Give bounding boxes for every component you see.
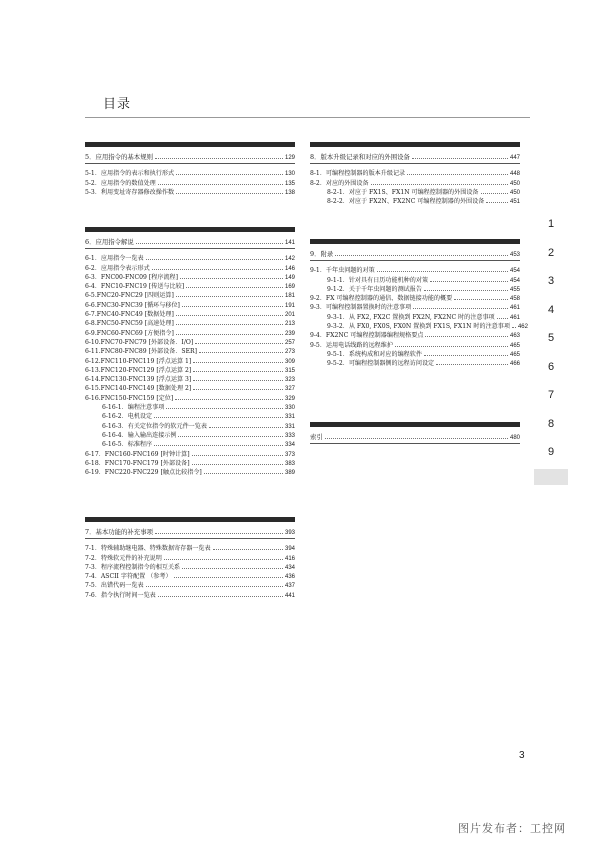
- toc-entry[interactable]: [310, 293, 520, 302]
- toc-entry-label: 6-16-2．电机设定: [102, 413, 153, 421]
- toc-entry[interactable]: [85, 448, 295, 457]
- toc-entry-page: 394: [284, 546, 295, 553]
- leader-dots: [209, 427, 283, 428]
- leader-dots: [155, 158, 283, 159]
- toc-entry-page: 138: [284, 189, 295, 196]
- leader-dots: [166, 408, 283, 409]
- toc-entry-page: 454: [509, 268, 520, 275]
- toc-entry-page: 142: [284, 256, 295, 263]
- toc-entry-label: 7-6．指令执行时间一览表: [85, 591, 156, 599]
- toc-entry-label: 9-1-1．针对具有日历功能机种的对策: [327, 276, 429, 284]
- toc-entry-page: 450: [509, 180, 520, 187]
- leader-dots: [199, 352, 283, 353]
- toc-entry[interactable]: [85, 346, 295, 355]
- toc-entry-page: 327: [284, 386, 295, 393]
- chapter-tab-5[interactable]: 5: [534, 326, 568, 350]
- toc-entry-page: 331: [284, 414, 295, 421]
- leader-dots: [486, 202, 508, 203]
- toc-entry-page: 465: [509, 351, 520, 358]
- leader-dots: [176, 296, 283, 297]
- toc-entry-label: 6-10.FNC70-FNC79 [外部设备．I/O]: [85, 338, 194, 346]
- toc-section: [85, 227, 295, 476]
- toc-entry-page: 383: [284, 460, 295, 467]
- page-number: 3: [519, 750, 525, 761]
- toc-entry-page: 373: [284, 451, 295, 458]
- toc-entry[interactable]: [85, 571, 295, 580]
- toc-entry[interactable]: [85, 552, 295, 561]
- leader-dots: [395, 346, 508, 347]
- toc-entry-page: 466: [509, 361, 520, 368]
- title-rule: [85, 117, 530, 118]
- toc-entry-page: 461: [509, 305, 520, 312]
- leader-dots: [193, 380, 283, 381]
- toc-entry[interactable]: [85, 383, 295, 392]
- toc-entry-label: 6-16-5．标准程序: [102, 441, 153, 449]
- toc-subentry[interactable]: [85, 420, 295, 429]
- leader-dots: [176, 193, 283, 194]
- toc-entry-page: 146: [284, 265, 295, 272]
- toc-entry-page: 441: [284, 592, 295, 599]
- leader-dots: [146, 259, 283, 260]
- toc-entry[interactable]: [85, 253, 295, 262]
- leader-dots: [335, 255, 508, 256]
- leader-dots: [180, 278, 283, 279]
- toc-entry-page: 213: [284, 321, 295, 328]
- toc-entry-list: [85, 249, 295, 476]
- section-heading[interactable]: [310, 427, 520, 444]
- toc-entry-label: 7-5．出错代码一览表: [85, 582, 144, 590]
- toc-entry[interactable]: [85, 458, 295, 467]
- toc-entry-page: 273: [284, 349, 295, 356]
- leader-dots: [176, 174, 283, 175]
- leader-dots: [213, 549, 283, 550]
- section-heading[interactable]: [85, 232, 295, 249]
- toc-entry[interactable]: [310, 330, 520, 339]
- leader-dots: [192, 455, 283, 456]
- toc-entry-list: [85, 164, 295, 196]
- leader-dots: [192, 464, 283, 465]
- leader-dots: [413, 308, 508, 309]
- leader-dots: [182, 306, 283, 307]
- toc-entry-page: 389: [284, 470, 295, 477]
- toc-entry-page: 201: [284, 312, 295, 319]
- toc-entry-page: 461: [509, 314, 520, 321]
- toc-entry-label: 6-8.FNC50-FNC59 [高速处理]: [85, 320, 174, 328]
- toc-entry-label: 6-1．应用指令一览表: [85, 255, 144, 263]
- watermark: 图片发布者：工控网: [458, 822, 566, 835]
- toc-section: [310, 239, 528, 368]
- toc-section: [310, 142, 520, 205]
- toc-subentry[interactable]: [310, 187, 520, 196]
- toc-entry[interactable]: [85, 392, 295, 401]
- toc-entry-page: 334: [284, 442, 295, 449]
- toc-entry-label: 6-16-3．有关定位指令的软元件一览表: [102, 422, 207, 430]
- toc-entry-label: 5-1．应用指令的表示和执行形式: [85, 170, 175, 178]
- toc-section: [85, 142, 295, 196]
- toc-entry-label: 5-2．应用指令的数值处理: [85, 179, 156, 187]
- leader-dots: [178, 436, 283, 437]
- toc-entry[interactable]: [85, 337, 295, 346]
- toc-subentry[interactable]: [85, 402, 295, 411]
- section-heading-page: 480: [509, 435, 520, 441]
- toc-entry-page: 416: [284, 555, 295, 562]
- leader-dots: [377, 271, 508, 272]
- toc-entry[interactable]: [85, 543, 295, 552]
- toc-entry-label: 6-3．FNC00-FNC09 [程序流程]: [85, 273, 178, 281]
- toc-entry-label: 6-11.FNC80-FNC89 [外部设备．SER]: [85, 348, 198, 356]
- toc-entry-label: 6-6.FNC30-FNC39 [循环与移位]: [85, 301, 180, 309]
- toc-entry[interactable]: [85, 281, 295, 290]
- toc-entry[interactable]: [310, 265, 520, 274]
- chapter-tab-7[interactable]: 7: [534, 383, 568, 407]
- toc-entry-page: 463: [509, 333, 520, 340]
- leader-dots: [193, 371, 283, 372]
- toc-subentry[interactable]: [85, 439, 295, 448]
- toc-entry-label: 6-18．FNC170-FNC179 [外部设备]: [85, 459, 190, 467]
- toc-section: [310, 422, 520, 448]
- section-heading-page: 453: [509, 252, 520, 258]
- leader-dots: [454, 299, 508, 300]
- toc-entry-label: 6-4．FNC10-FNC19 [传送与比较]: [85, 283, 185, 291]
- toc-entry[interactable]: [85, 177, 295, 186]
- leader-dots: [155, 533, 283, 534]
- toc-entry-label: 6-2．应用指令表示形式: [85, 264, 150, 272]
- toc-entry-page: 450: [509, 189, 520, 196]
- chapter-tab-3[interactable]: 3: [534, 269, 568, 293]
- leader-dots: [176, 334, 283, 335]
- leader-dots: [424, 290, 508, 291]
- toc-entry-page: 330: [284, 405, 295, 412]
- leader-dots: [182, 568, 283, 569]
- toc-entry[interactable]: [310, 302, 520, 311]
- toc-entry-label: 8-2．对应的外围设备: [310, 179, 369, 187]
- toc-entry-label: 6-15.FNC140-FNC149 [数据处理 2]: [85, 385, 192, 393]
- leader-dots: [186, 287, 283, 288]
- toc-entry-page: 181: [284, 293, 295, 300]
- section-heading-page: 141: [284, 240, 295, 246]
- toc-entry-page: 462: [517, 324, 528, 331]
- leader-dots: [158, 184, 283, 185]
- section-heading-label: 7．基本功能的补充事项: [85, 528, 153, 536]
- toc-entry-label: 5-3．利用变址寄存器修改操作数: [85, 188, 175, 196]
- toc-entry-label: 9-3-1．从 FX2, FX2C 置换到 FX2N, FX2NC 时的注意事项: [327, 313, 495, 321]
- toc-entry-label: 9-2．FX 可编程控制器的通信、数据链接功能的概要: [310, 295, 453, 303]
- toc-entry-label: 6-9.FNC60-FNC69 [方便指令]: [85, 329, 174, 337]
- toc-entry-page: 329: [284, 395, 295, 402]
- leader-dots: [158, 596, 283, 597]
- toc-entry[interactable]: [85, 365, 295, 374]
- leader-dots: [325, 438, 508, 439]
- toc-entry-label: 6-16-1．编程注意事项: [102, 404, 165, 412]
- chapter-tab-2[interactable]: 2: [534, 241, 568, 265]
- toc-entry-page: 169: [284, 284, 295, 291]
- toc-entry-label: 6-17．FNC160-FNC169 [时钟计算]: [85, 450, 190, 458]
- toc-entry-label: 9-3-2．从 FX0, FX0S, FX0N 置换到 FX1S, FX1N 时的注意事项: [327, 323, 510, 331]
- toc-entry[interactable]: [85, 187, 295, 196]
- toc-entry-page: 191: [284, 302, 295, 309]
- leader-dots: [195, 343, 283, 344]
- chapter-tab-9[interactable]: 9: [534, 440, 568, 464]
- chapter-tab-blank[interactable]: [534, 469, 568, 485]
- toc-entry-list: [310, 444, 520, 448]
- page-title: 目录: [103, 97, 132, 112]
- leader-dots: [481, 193, 508, 194]
- toc-entry-label: 7-2．特殊软元件的补充说明: [85, 554, 162, 562]
- toc-entry-label: 6-16.FNC150-FNC159 [定位]: [85, 394, 174, 402]
- toc-entry-label: 6-7.FNC40-FNC49 [数据处理]: [85, 311, 174, 319]
- chapter-tab-1[interactable]: 1: [534, 212, 568, 236]
- toc-entry-page: 451: [509, 199, 520, 206]
- toc-entry[interactable]: [85, 318, 295, 327]
- leader-dots: [175, 399, 283, 400]
- section-heading-page: 447: [509, 155, 520, 161]
- toc-entry-label: 7-1．特殊辅助继电器、特殊数据寄存器一览表: [85, 545, 211, 553]
- leader-dots: [436, 364, 508, 365]
- section-heading-label: 6．应用指令解说: [85, 238, 134, 246]
- toc-entry-label: 9-1．千年虫问题的对策: [310, 267, 375, 275]
- leader-dots: [204, 473, 283, 474]
- toc-entry[interactable]: [85, 272, 295, 281]
- toc-entry-label: 9-3．可编程控制器置换时的注意事项: [310, 304, 412, 312]
- toc-entry-label: 6-5.FNC20-FNC29 [四则运算]: [85, 292, 174, 300]
- toc-entry[interactable]: [85, 327, 295, 336]
- leader-dots: [512, 327, 516, 328]
- toc-subentry[interactable]: [310, 284, 520, 293]
- toc-entry-label: 6-12.FNC110-FNC119 [浮点运算 1]: [85, 357, 192, 365]
- leader-dots: [154, 417, 283, 418]
- toc-entry[interactable]: [85, 262, 295, 271]
- toc-entry-label: 9-5-2．可编程控制器侧的远程访问设定: [327, 360, 435, 368]
- toc-entry-page: 331: [284, 423, 295, 430]
- toc-subentry[interactable]: [310, 311, 520, 320]
- toc-entry-label: 9-5-1．系统构成和对应的编程软件: [327, 350, 422, 358]
- toc-entry-list: [85, 539, 295, 599]
- toc-entry[interactable]: [85, 168, 295, 177]
- toc-entry-page: 309: [284, 358, 295, 365]
- toc-entry-page: 257: [284, 339, 295, 346]
- toc-entry-label: 6-13.FNC120-FNC129 [浮点运算 2]: [85, 366, 192, 374]
- toc-subentry[interactable]: [310, 274, 520, 283]
- toc-entry-label: 9-4．FX2NC 可编程控制器编程规格要点: [310, 332, 424, 340]
- toc-entry[interactable]: [85, 290, 295, 299]
- toc-subentry[interactable]: [85, 430, 295, 439]
- toc-entry-page: 455: [509, 286, 520, 293]
- toc-entry[interactable]: [310, 177, 520, 186]
- chapter-tab-6[interactable]: 6: [534, 355, 568, 379]
- section-heading-label: 8．版本升级记录和对应的外围设备: [310, 153, 410, 161]
- leader-dots: [412, 158, 508, 159]
- toc-entry-label: 8-2-1．对应于 FX1S、FX1N 可编程控制器的外围设备: [327, 188, 479, 196]
- section-heading-page: 129: [284, 155, 295, 161]
- leader-dots: [424, 355, 508, 356]
- leader-dots: [154, 445, 283, 446]
- toc-entry-label: 8-2-2．对应于 FX2N、FX2NC 可编程控制器的外围设备: [327, 198, 485, 206]
- section-heading-label: 索引: [310, 433, 323, 441]
- toc-entry-page: 437: [284, 583, 295, 590]
- leader-dots: [430, 281, 508, 282]
- leader-dots: [176, 315, 283, 316]
- leader-dots: [371, 184, 508, 185]
- toc-entry-label: 6-14.FNC130-FNC139 [浮点运算 3]: [85, 376, 192, 384]
- toc-subentry[interactable]: [310, 196, 520, 205]
- toc-entry-page: 323: [284, 377, 295, 384]
- toc-entry-page: 436: [284, 574, 295, 581]
- section-heading-label: 9．附录: [310, 250, 334, 258]
- leader-dots: [193, 362, 283, 363]
- leader-dots: [174, 577, 283, 578]
- toc-entry[interactable]: [85, 467, 295, 476]
- leader-dots: [425, 336, 508, 337]
- section-heading[interactable]: [310, 244, 520, 261]
- toc-entry-page: 458: [509, 296, 520, 303]
- section-heading-page: 393: [284, 530, 295, 536]
- toc-entry-page: 135: [284, 180, 295, 187]
- toc-entry-page: 448: [509, 171, 520, 178]
- toc-entry-label: 7-4．ASCII 字符配置 （参考）: [85, 573, 172, 581]
- leader-dots: [152, 269, 283, 270]
- toc-entry[interactable]: [85, 309, 295, 318]
- chapter-tab-4[interactable]: 4: [534, 298, 568, 322]
- section-heading-label: 5．应用指令的基本规则: [85, 153, 153, 161]
- leader-dots: [136, 243, 283, 244]
- leader-dots: [176, 324, 283, 325]
- toc-subentry[interactable]: [310, 349, 520, 358]
- chapter-tabs: [534, 212, 568, 489]
- toc-entry[interactable]: [85, 562, 295, 571]
- toc-entry-label: 8-1．可编程控制器的版本升级记录: [310, 170, 406, 178]
- leader-dots: [407, 174, 508, 175]
- toc-entry[interactable]: [85, 299, 295, 308]
- toc-entry[interactable]: [85, 374, 295, 383]
- leader-dots: [193, 389, 283, 390]
- toc-entry-page: 239: [284, 330, 295, 337]
- leader-dots: [146, 586, 283, 587]
- section-heading[interactable]: [85, 522, 295, 539]
- section-heading[interactable]: [310, 147, 520, 164]
- toc-section: [85, 517, 295, 599]
- toc-entry-page: 434: [284, 564, 295, 571]
- toc-entry[interactable]: [85, 589, 295, 598]
- toc-entry-list: [310, 261, 528, 368]
- toc-subentry[interactable]: [85, 411, 295, 420]
- toc-entry-list: [310, 164, 520, 205]
- toc-entry-label: 7-3．程序流程控制指令的相互关系: [85, 563, 181, 571]
- toc-entry-label: 6-16-4．输入输出连接示例: [102, 431, 177, 439]
- toc-entry-page: 454: [509, 277, 520, 284]
- toc-entry-page: 149: [284, 274, 295, 281]
- toc-entry-label: 9-1-2．关于千年虫问题的测试报告: [327, 285, 422, 293]
- toc-subentry[interactable]: [310, 321, 528, 331]
- toc-entry-page: 333: [284, 432, 295, 439]
- toc-subentry[interactable]: [310, 358, 520, 367]
- toc-entry-label: 6-19．FNC220-FNC229 [触点比较指令]: [85, 469, 202, 477]
- leader-dots: [164, 559, 283, 560]
- toc-entry[interactable]: [310, 168, 520, 177]
- toc-entry[interactable]: [85, 355, 295, 364]
- chapter-tab-8[interactable]: 8: [534, 412, 568, 436]
- toc-entry-page: 130: [284, 171, 295, 178]
- toc-entry-page: 315: [284, 367, 295, 374]
- toc-entry[interactable]: [310, 339, 520, 348]
- toc-entry[interactable]: [85, 580, 295, 589]
- toc-entry-page: 465: [509, 342, 520, 349]
- leader-dots: [497, 318, 508, 319]
- toc-entry-label: 9-5．运用电话线路的远程维护: [310, 341, 393, 349]
- section-heading[interactable]: [85, 147, 295, 164]
